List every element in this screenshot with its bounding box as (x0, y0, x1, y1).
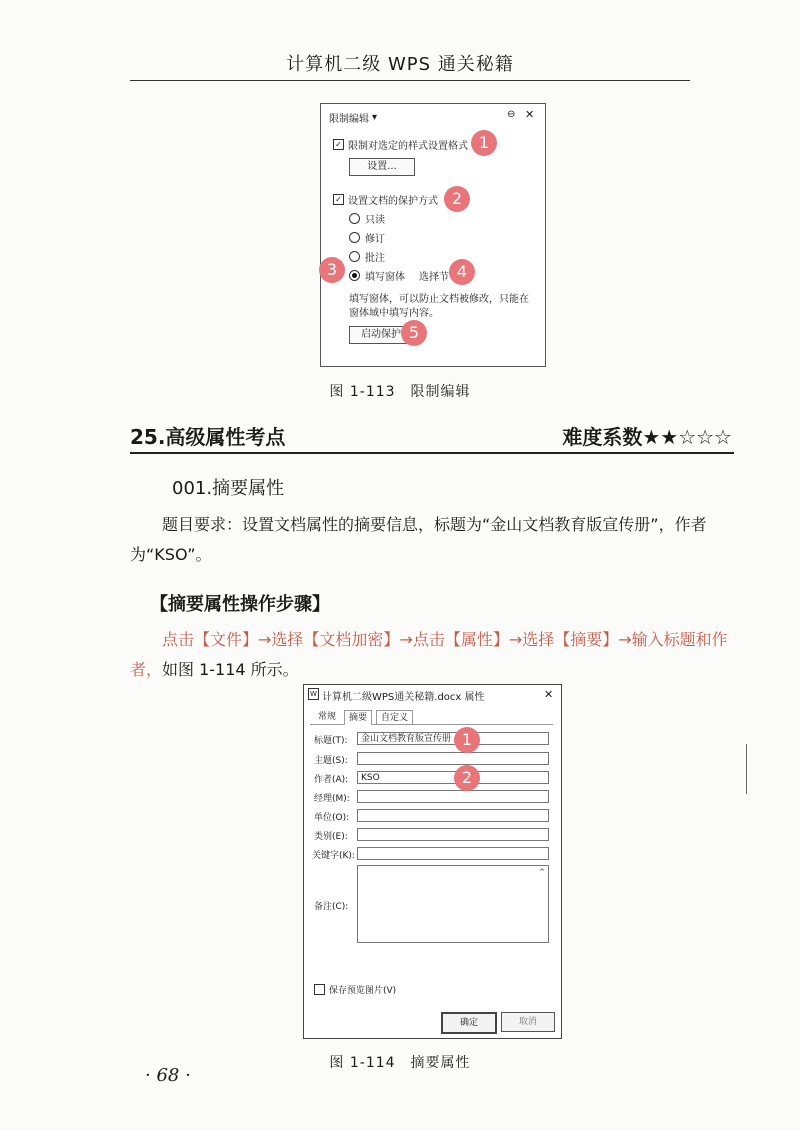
subject-input[interactable] (357, 752, 549, 765)
close-icon[interactable]: ✕ (525, 108, 535, 121)
company-input[interactable] (357, 809, 549, 822)
radio-comment[interactable] (349, 249, 385, 264)
manager-label: 经理(M): (314, 794, 350, 804)
form-description-line1: 填写窗体，可以防止文档被修改，只能在 (349, 294, 529, 305)
radio-form-label: 填写窗体 (365, 272, 405, 283)
step-badge: 4 (449, 259, 475, 285)
document-icon: W (308, 688, 319, 700)
ok-button[interactable]: 确定 (441, 1012, 497, 1034)
radio-readonly[interactable] (349, 211, 385, 226)
panel-title: 限制编辑 (329, 114, 369, 125)
header-rule (130, 80, 690, 81)
option-style-restrict-label: 限制对选定的样式设置格式 (348, 141, 468, 152)
comments-textarea[interactable] (357, 865, 549, 943)
settings-button[interactable]: 设置... (349, 158, 415, 176)
difficulty-rating: 难度系数★★☆☆☆ (562, 425, 732, 449)
keywords-input[interactable] (357, 847, 549, 860)
page-number: · 68 · (145, 1065, 191, 1086)
title-label: 标题(T): (314, 736, 348, 746)
preview-checkbox-label: 保存预览图片(V) (329, 986, 397, 996)
radio-form[interactable] (349, 268, 449, 283)
radio-icon[interactable] (349, 232, 360, 243)
keywords-label: 关键字(K): (312, 851, 355, 861)
subject-label: 主题(S): (314, 756, 348, 766)
figure-caption: 图 1-113 限制编辑 (329, 384, 471, 400)
step-badge: 1 (454, 727, 480, 753)
dialog-title: 计算机二级WPS通关秘籍.docx 属性 (322, 692, 485, 703)
steps-heading: 【摘要属性操作步骤】 (150, 594, 330, 615)
author-input[interactable]: KSO (357, 771, 549, 784)
step-badge: 2 (454, 765, 480, 791)
radio-readonly-label: 只读 (365, 215, 385, 226)
dropdown-icon[interactable]: ▾ (372, 112, 378, 123)
checkbox-icon[interactable] (314, 984, 325, 995)
option-protection-label: 设置文档的保护方式 (348, 196, 438, 207)
option-style-restrict[interactable] (333, 137, 468, 152)
step-badge: 5 (401, 320, 427, 346)
form-description-line2: 窗体域中填写内容。 (349, 308, 439, 319)
figure-caption: 图 1-114 摘要属性 (329, 1055, 471, 1071)
scroll-up-icon[interactable]: ^ (539, 868, 545, 876)
properties-dialog (303, 684, 562, 1039)
running-title: 计算机二级 WPS 通关秘籍 (286, 54, 514, 75)
category-input[interactable] (357, 828, 549, 841)
steps-black-text: 如图 1-114 所示。 (162, 660, 299, 679)
tab-custom[interactable]: 自定义 (376, 710, 413, 725)
radio-icon[interactable] (349, 213, 360, 224)
checkbox-checked-icon[interactable]: ✓ (333, 139, 344, 150)
title-input[interactable]: 金山文档教育版宣传册 (357, 732, 549, 745)
panel-title-row (329, 110, 377, 125)
restrict-editing-panel (320, 103, 546, 367)
select-section-link[interactable]: 选择节 (419, 272, 449, 283)
close-icon[interactable]: ✕ (544, 688, 554, 701)
manager-input[interactable] (357, 790, 549, 803)
checkbox-checked-icon[interactable]: ✓ (333, 194, 344, 205)
company-label: 单位(O): (314, 813, 350, 823)
category-label: 类别(E): (314, 832, 348, 842)
radio-track[interactable] (349, 230, 385, 245)
tab-general[interactable]: 常规 (318, 712, 337, 722)
subsection-title: 001.摘要属性 (172, 478, 285, 499)
radio-track-label: 修订 (365, 234, 385, 245)
preview-checkbox-row[interactable] (314, 983, 396, 996)
author-label: 作者(A): (314, 775, 349, 785)
section-title: 25.高级属性考点 (130, 425, 286, 449)
comments-label: 备注(C): (314, 902, 349, 912)
pin-icon[interactable]: ⊖ (507, 109, 516, 120)
step-badge: 3 (319, 257, 345, 283)
steps-red-text: 点击【文件】→选择【文档加密】→点击【属性】→选择【摘要】→输入标题和作者， (130, 630, 728, 679)
cancel-button[interactable]: 取消 (501, 1012, 555, 1032)
margin-mark (746, 744, 747, 794)
tab-summary[interactable]: 摘要 (344, 710, 372, 725)
radio-icon[interactable] (349, 251, 360, 262)
start-protection-button[interactable]: 启动保护 (349, 326, 413, 344)
radio-comment-label: 批注 (365, 253, 385, 264)
step-badge: 1 (471, 130, 497, 156)
option-protection[interactable] (333, 192, 438, 207)
steps-text (130, 625, 734, 685)
question-text: 题目要求：设置文档属性的摘要信息，标题为“金山文档教育版宣传册”，作者为“KSO”。 (130, 515, 707, 564)
step-badge: 2 (444, 186, 470, 212)
radio-selected-icon[interactable] (349, 270, 360, 281)
